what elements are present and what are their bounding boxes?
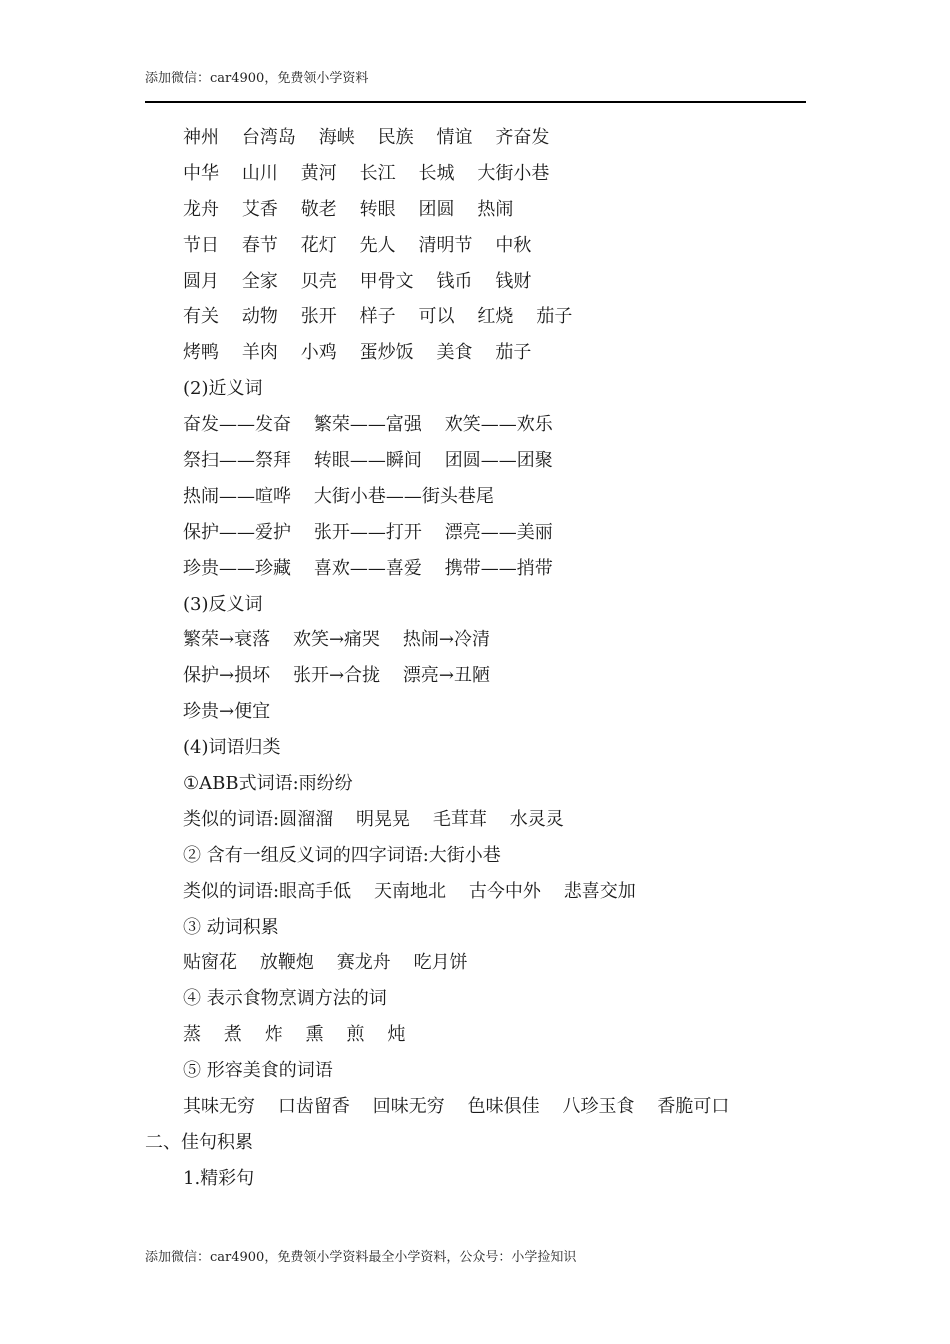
synonym-line: 珍贵——珍藏 喜欢——喜爱 携带——捎带 bbox=[183, 557, 553, 579]
classification-line: 类似的词语:圆溜溜 明晃晃 毛茸茸 水灵灵 bbox=[183, 808, 564, 830]
word-list-line: 中华 山川 黄河 长江 长城 大街小巷 bbox=[183, 162, 550, 184]
antonym-line: 保护→损坏 张开→合拢 漂亮→丑陋 bbox=[183, 665, 491, 687]
synonym-line: 祭扫——祭拜 转眼——瞬间 团圆——团聚 bbox=[183, 450, 553, 472]
antonym-line: 珍贵→便宜 bbox=[183, 701, 271, 723]
classification-line: 类似的词语:眼高手低 天南地北 古今中外 悲喜交加 bbox=[183, 880, 636, 902]
antonym-line: 繁荣→衰落 欢笑→痛哭 热闹→冷清 bbox=[183, 629, 491, 651]
word-list-line: 节日 春节 花灯 先人 清明节 中秋 bbox=[183, 234, 532, 256]
word-list-line: 龙舟 艾香 敬老 转眼 团圆 热闹 bbox=[183, 198, 514, 220]
document-body bbox=[145, 120, 806, 1197]
antonyms-heading: (3)反义词 bbox=[183, 593, 263, 615]
classification-line: 贴窗花 放鞭炮 赛龙舟 吃月饼 bbox=[183, 952, 468, 974]
classification-line: ①ABB式词语:雨纷纷 bbox=[183, 773, 353, 795]
footer-text: 添加微信：car4900，免费领小学资料最全小学资料，公众号：小学捡知识 bbox=[145, 1250, 577, 1265]
synonym-line: 保护——爱护 张开——打开 漂亮——美丽 bbox=[183, 521, 553, 543]
classification-line: ③ 动词积累 bbox=[183, 916, 279, 938]
classification-line: ⑤ 形容美食的词语 bbox=[183, 1060, 333, 1082]
classification-heading: (4)词语归类 bbox=[183, 737, 281, 759]
classification-line: ④ 表示食物烹调方法的词 bbox=[183, 988, 387, 1010]
classification-line: 蒸 煮 炸 熏 煎 炖 bbox=[183, 1024, 406, 1046]
synonym-line: 热闹——喧哗 大街小巷——街头巷尾 bbox=[183, 485, 494, 507]
synonyms-heading: (2)近义词 bbox=[183, 378, 263, 400]
header-divider bbox=[145, 101, 806, 103]
classification-line: ② 含有一组反义词的四字词语:大街小巷 bbox=[183, 844, 501, 866]
word-list-line: 烤鸭 羊肉 小鸡 蛋炒饭 美食 茄子 bbox=[183, 342, 532, 364]
section-heading: 二、佳句积累 bbox=[145, 1131, 253, 1153]
classification-line: 其味无穷 口齿留香 回味无穷 色味俱佳 八珍玉食 香脆可口 bbox=[183, 1096, 730, 1118]
subheading: 1.精彩句 bbox=[183, 1167, 255, 1189]
word-list-line: 神州 台湾岛 海峡 民族 情谊 齐奋发 bbox=[183, 127, 550, 148]
synonym-line: 奋发——发奋 繁荣——富强 欢笑——欢乐 bbox=[183, 414, 553, 436]
word-list-line: 圆月 全家 贝壳 甲骨文 钱币 钱财 bbox=[183, 270, 532, 292]
word-list-line: 有关 动物 张开 样子 可以 红烧 茄子 bbox=[183, 306, 573, 328]
header-text: 添加微信：car4900，免费领小学资料 bbox=[145, 71, 369, 86]
